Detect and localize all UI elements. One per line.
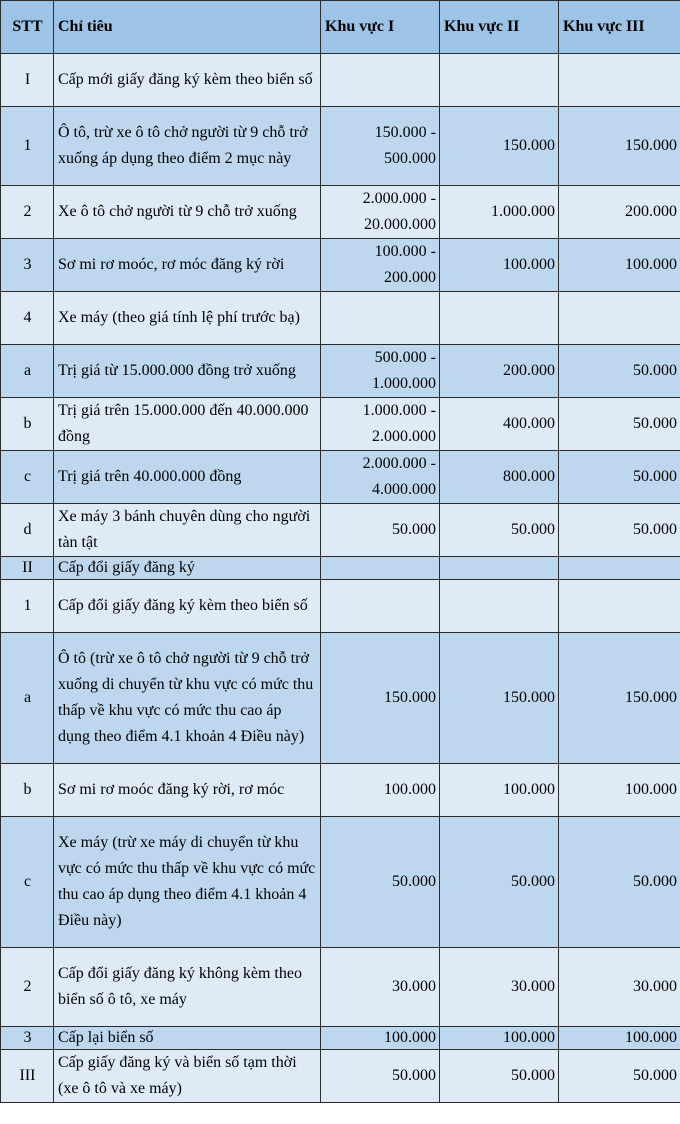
row-kv1 (321, 292, 440, 345)
row-stt: 2 (1, 948, 54, 1027)
table-row (1, 557, 680, 580)
table-row (1, 54, 680, 107)
row-label: Trị giá trên 15.000.000 đến 40.000.000 đồng (54, 398, 321, 451)
row-kv2: 30.000 (440, 948, 559, 1027)
row-kv2: 400.000 (440, 398, 559, 451)
header-khu-vuc-1: Khu vực I (321, 1, 440, 54)
table-row (1, 1050, 680, 1103)
row-kv3: 50.000 (559, 504, 680, 557)
row-stt: 4 (1, 292, 54, 345)
row-label: Trị giá từ 15.000.000 đồng trở xuống (54, 345, 321, 398)
table-row (1, 948, 680, 1027)
row-label: Cấp đổi giấy đăng ký kèm theo biển số (54, 580, 321, 633)
row-stt: a (1, 345, 54, 398)
header-khu-vuc-2: Khu vực II (440, 1, 559, 54)
row-kv2: 50.000 (440, 817, 559, 948)
row-stt: b (1, 398, 54, 451)
row-kv3: 50.000 (559, 398, 680, 451)
row-kv2: 100.000 (440, 764, 559, 817)
row-label: Xe máy 3 bánh chuyên dùng cho người tàn tật (54, 504, 321, 557)
row-kv3: 50.000 (559, 451, 680, 504)
row-stt: c (1, 451, 54, 504)
table-row (1, 817, 680, 948)
row-kv2: 1.000.000 (440, 186, 559, 239)
row-label: Cấp đổi giấy đăng ký (54, 557, 321, 580)
row-kv3: 150.000 (559, 107, 680, 186)
row-kv3 (559, 557, 680, 580)
row-kv1: 2.000.000 - 4.000.000 (321, 451, 440, 504)
row-stt: 2 (1, 186, 54, 239)
row-kv2 (440, 557, 559, 580)
row-stt: a (1, 633, 54, 764)
table-row (1, 239, 680, 292)
row-kv1: 50.000 (321, 504, 440, 557)
table-row (1, 633, 680, 764)
header-chi-tieu: Chỉ tiêu (54, 1, 321, 54)
table-row (1, 107, 680, 186)
table-row (1, 1027, 680, 1050)
row-kv2 (440, 292, 559, 345)
table-row (1, 292, 680, 345)
row-kv2: 800.000 (440, 451, 559, 504)
row-kv1 (321, 580, 440, 633)
row-kv2: 150.000 (440, 633, 559, 764)
row-kv1: 100.000 (321, 764, 440, 817)
row-kv3: 50.000 (559, 817, 680, 948)
table-row (1, 764, 680, 817)
row-label: Xe ô tô chở người từ 9 chỗ trở xuống (54, 186, 321, 239)
table-row (1, 580, 680, 633)
table-row (1, 504, 680, 557)
row-kv1: 100.000 - 200.000 (321, 239, 440, 292)
row-kv2: 150.000 (440, 107, 559, 186)
row-kv3: 50.000 (559, 1050, 680, 1103)
row-kv1 (321, 557, 440, 580)
row-label: Cấp giấy đăng ký và biển số tạm thời (xe ô tô và xe máy) (54, 1050, 321, 1103)
row-label: Xe máy (trừ xe máy di chuyển từ khu vực có mức thu thấp về khu vực có mức thu cao áp dụng theo điểm 4.1 khoản 4 Điều này) (54, 817, 321, 948)
row-kv1: 50.000 (321, 817, 440, 948)
header-khu-vuc-3: Khu vực III (559, 1, 680, 54)
header-row (1, 1, 680, 54)
table-row (1, 186, 680, 239)
table-row (1, 398, 680, 451)
row-kv3 (559, 292, 680, 345)
row-kv1: 30.000 (321, 948, 440, 1027)
row-kv2: 50.000 (440, 1050, 559, 1103)
row-stt: b (1, 764, 54, 817)
table-row (1, 345, 680, 398)
row-kv1: 50.000 (321, 1050, 440, 1103)
row-kv3 (559, 54, 680, 107)
row-kv1: 150.000 (321, 633, 440, 764)
row-kv1: 100.000 (321, 1027, 440, 1050)
row-label: Cấp lại biển số (54, 1027, 321, 1050)
row-kv2: 200.000 (440, 345, 559, 398)
row-stt: III (1, 1050, 54, 1103)
row-kv1: 1.000.000 - 2.000.000 (321, 398, 440, 451)
row-kv3: 100.000 (559, 239, 680, 292)
row-label: Trị giá trên 40.000.000 đồng (54, 451, 321, 504)
row-kv3: 100.000 (559, 1027, 680, 1050)
row-kv1: 2.000.000 - 20.000.000 (321, 186, 440, 239)
row-stt: I (1, 54, 54, 107)
row-kv2: 100.000 (440, 1027, 559, 1050)
row-kv2 (440, 54, 559, 107)
row-kv3: 200.000 (559, 186, 680, 239)
row-kv2: 100.000 (440, 239, 559, 292)
table-row (1, 451, 680, 504)
row-kv3: 50.000 (559, 345, 680, 398)
row-kv1 (321, 54, 440, 107)
row-label: Cấp mới giấy đăng ký kèm theo biển số (54, 54, 321, 107)
row-stt: 1 (1, 580, 54, 633)
row-label: Sơ mi rơ moóc đăng ký rời, rơ móc (54, 764, 321, 817)
row-kv2 (440, 580, 559, 633)
row-kv3: 100.000 (559, 764, 680, 817)
row-label: Cấp đổi giấy đăng ký không kèm theo biển số ô tô, xe máy (54, 948, 321, 1027)
row-kv3: 30.000 (559, 948, 680, 1027)
row-label: Ô tô (trừ xe ô tô chở người từ 9 chỗ trở xuống di chuyển từ khu vực có mức thu thấp về khu vực có mức thu cao áp dụng theo điểm 4.1 khoản 4 Điều này) (54, 633, 321, 764)
row-stt: 3 (1, 1027, 54, 1050)
row-label: Sơ mi rơ moóc, rơ móc đăng ký rời (54, 239, 321, 292)
row-kv1: 500.000 - 1.000.000 (321, 345, 440, 398)
row-label: Xe máy (theo giá tính lệ phí trước bạ) (54, 292, 321, 345)
row-stt: 1 (1, 107, 54, 186)
row-stt: d (1, 504, 54, 557)
row-stt: II (1, 557, 54, 580)
row-kv3: 150.000 (559, 633, 680, 764)
row-kv2: 50.000 (440, 504, 559, 557)
row-stt: c (1, 817, 54, 948)
row-stt: 3 (1, 239, 54, 292)
row-kv1: 150.000 - 500.000 (321, 107, 440, 186)
header-stt: STT (1, 1, 54, 54)
row-kv3 (559, 580, 680, 633)
row-label: Ô tô, trừ xe ô tô chở người từ 9 chỗ trở xuống áp dụng theo điểm 2 mục này (54, 107, 321, 186)
